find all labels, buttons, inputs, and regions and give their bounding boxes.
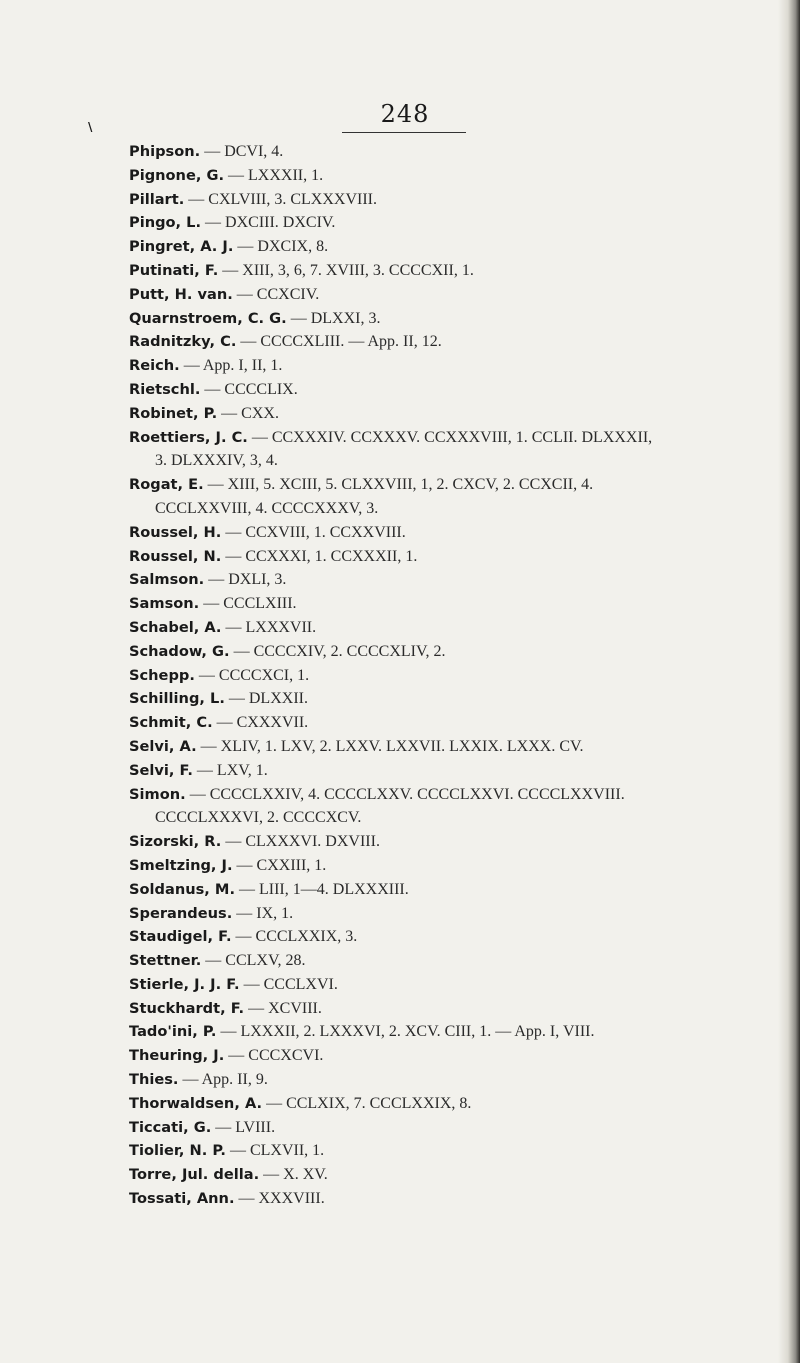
entry-references: — CXX. (217, 404, 279, 422)
index-entry-continuation (129, 497, 789, 521)
entry-name: Rietschl. (129, 380, 201, 398)
index-entry (129, 164, 789, 188)
entry-name: Roussel, H. (129, 523, 222, 541)
entry-name: Roussel, N. (129, 547, 222, 565)
entry-references-continued: CCCCLXXXVI, 2. CCCCXCV. (155, 809, 362, 827)
index-entry (129, 1044, 789, 1068)
entry-references: — CCCLXXIX, 3. (231, 928, 358, 946)
entry-name: Smeltzing, J. (129, 856, 233, 874)
index-entry (129, 735, 789, 759)
entry-name: Pignone, G. (129, 166, 224, 184)
page-number: 248 (380, 100, 430, 128)
index-entry (129, 997, 789, 1021)
index-entry-continuation (129, 449, 789, 473)
entry-references: — CCCCLXXIV, 4. CCCCLXXV. CCCCLXXVI. CCCCLXXVIII. (185, 785, 625, 803)
entry-name: Ticcati, G. (129, 1118, 212, 1136)
entry-name: Torre, Jul. della. (129, 1166, 260, 1184)
entry-references: — CCXCIV. (232, 285, 320, 303)
index-entry (129, 711, 789, 735)
entry-name: Salmson. (129, 571, 205, 589)
index-entry (129, 402, 789, 426)
index-entry (129, 473, 789, 497)
index-entry (129, 1092, 789, 1116)
index-entry (129, 568, 789, 592)
entry-references: — LXXXII, 1. (224, 166, 324, 184)
entry-name: Samson. (129, 595, 200, 613)
entry-references: — CCCLXVI. (239, 975, 338, 993)
entry-name: Schilling, L. (129, 690, 225, 708)
index-entry (129, 545, 789, 569)
entry-references: — LXXXVII. (221, 618, 317, 636)
entry-references: — CCCXCVI. (224, 1047, 324, 1065)
entry-name: Stuckhardt, F. (129, 999, 245, 1017)
entry-name: Radnitzky, C. (129, 333, 237, 351)
entry-references: — CCLXV, 28. (201, 952, 306, 970)
entry-name: Selvi, A. (129, 737, 197, 755)
index-entry (129, 973, 789, 997)
entry-name: Schmit, C. (129, 714, 213, 732)
entry-references: — CCXXXIV. CCXXXV. CCXXXVIII, 1. CCLII. DLXXXII, (247, 428, 653, 446)
index-entry (129, 283, 789, 307)
entry-references: — LVIII. (211, 1118, 276, 1136)
entry-references: — XLIV, 1. LXV, 2. LXXV. LXXVII. LXXIX. LXXX. CV. (196, 737, 584, 755)
entry-name: Soldanus, M. (129, 880, 235, 898)
entry-references: — DLXXII. (224, 690, 308, 708)
index-entry-continuation (129, 806, 789, 830)
entry-references: — LIII, 1—4. DLXXXIII. (235, 880, 409, 898)
entry-references: — CCCCLIX. (200, 380, 298, 398)
entry-name: Pingret, A. J. (129, 238, 234, 256)
entry-references: — CCLXIX, 7. CCCLXXIX, 8. (262, 1094, 472, 1112)
entry-references: — CCXVIII, 1. CCXXVIII. (221, 523, 406, 541)
index-list (129, 140, 789, 1211)
index-entry (129, 664, 789, 688)
header-rule (342, 132, 466, 133)
entry-name: Stettner. (129, 952, 202, 970)
index-entry (129, 235, 789, 259)
entry-references: — CCCCXLIII. — App. II, 12. (236, 333, 442, 351)
index-entry (129, 759, 789, 783)
entry-references: — DXCIX, 8. (233, 238, 329, 256)
index-entry (129, 783, 789, 807)
entry-name: Putt, H. van. (129, 285, 233, 303)
index-entry (129, 426, 789, 450)
entry-name: Quarnstroem, C. G. (129, 309, 287, 327)
entry-references: — CXXXVII. (212, 714, 309, 732)
entry-name: Sizorski, R. (129, 833, 222, 851)
entry-name: Thorwaldsen, A. (129, 1094, 263, 1112)
index-entry (129, 1139, 789, 1163)
entry-name: Theuring, J. (129, 1047, 225, 1065)
entry-references: — XCVIII. (244, 999, 322, 1017)
entry-name: Schepp. (129, 666, 195, 684)
index-entry (129, 188, 789, 212)
entry-name: Staudigel, F. (129, 928, 232, 946)
entry-references: — CCXXXI, 1. CCXXXII, 1. (221, 547, 418, 565)
entry-name: Stierle, J. J. F. (129, 975, 240, 993)
entry-references: — DXCIII. DXCIV. (201, 214, 336, 232)
entry-references: — DLXXI, 3. (286, 309, 381, 327)
index-entry (129, 330, 789, 354)
index-entry (129, 925, 789, 949)
entry-name: Tossati, Ann. (129, 1190, 235, 1208)
index-entry (129, 211, 789, 235)
entry-name: Thies. (129, 1071, 179, 1089)
entry-references: — CCCLXIII. (199, 595, 297, 613)
index-entry (129, 687, 789, 711)
index-entry (129, 140, 789, 164)
entry-references: — XXXVIII. (234, 1190, 325, 1208)
index-entry (129, 830, 789, 854)
entry-name: Putinati, F. (129, 261, 219, 279)
entry-references: — LXXXII, 2. LXXXVI, 2. XCV. CIII, 1. — App. I, VIII. (216, 1023, 595, 1041)
entry-references: — CXXIII, 1. (232, 856, 327, 874)
index-entry (129, 307, 789, 331)
index-entry (129, 1116, 789, 1140)
entry-references: — DXLI, 3. (204, 571, 287, 589)
entry-name: Tado'ini, P. (129, 1023, 217, 1041)
index-entry (129, 378, 789, 402)
entry-name: Tiolier, N. P. (129, 1142, 226, 1160)
entry-references-continued: 3. DLXXXIV, 3, 4. (155, 452, 278, 470)
entry-references: — CCCCXCI, 1. (194, 666, 310, 684)
index-entry (129, 1187, 789, 1211)
margin-mark: \ (88, 120, 93, 134)
entry-references: — IX, 1. (232, 904, 294, 922)
entry-references: — X. XV. (259, 1166, 328, 1184)
index-entry (129, 902, 789, 926)
entry-references-continued: CCCLXXVIII, 4. CCCCXXXV, 3. (155, 499, 379, 517)
index-entry (129, 521, 789, 545)
index-entry (129, 1020, 789, 1044)
index-entry (129, 878, 789, 902)
entry-references: — CXLVIII, 3. CLXXXVIII. (184, 190, 377, 208)
index-entry (129, 1163, 789, 1187)
entry-name: Robinet, P. (129, 404, 218, 422)
entry-references: — LXV, 1. (192, 761, 268, 779)
entry-references: — CLXVII, 1. (225, 1142, 325, 1160)
index-entry (129, 1068, 789, 1092)
entry-references: — App. I, II, 1. (179, 357, 283, 375)
entry-name: Reich. (129, 357, 180, 375)
entry-name: Simon. (129, 785, 186, 803)
index-entry (129, 949, 789, 973)
entry-name: Schabel, A. (129, 618, 222, 636)
entry-name: Schadow, G. (129, 642, 230, 660)
entry-name: Phipson. (129, 143, 201, 160)
entry-references: — XIII, 5. XCIII, 5. CLXXVIII, 1, 2. CXCV, 2. CCXCII, 4. (203, 476, 594, 494)
index-entry (129, 616, 789, 640)
entry-references: — XIII, 3, 6, 7. XVIII, 3. CCCCXII, 1. (218, 261, 474, 279)
entry-name: Pingo, L. (129, 214, 202, 232)
entry-references: — CCCCXIV, 2. CCCCXLIV, 2. (229, 642, 446, 660)
index-entry (129, 259, 789, 283)
entry-name: Selvi, F. (129, 761, 193, 779)
entry-name: Roettiers, J. C. (129, 428, 248, 446)
entry-references: — DCVI, 4. (200, 143, 284, 160)
index-entry (129, 640, 789, 664)
index-entry (129, 854, 789, 878)
entry-references: — App. II, 9. (178, 1071, 268, 1089)
index-entry (129, 354, 789, 378)
index-entry (129, 592, 789, 616)
entry-name: Sperandeus. (129, 904, 233, 922)
entry-name: Pillart. (129, 190, 185, 208)
entry-name: Rogat, E. (129, 476, 204, 494)
entry-references: — CLXXXVI. DXVIII. (221, 833, 380, 851)
